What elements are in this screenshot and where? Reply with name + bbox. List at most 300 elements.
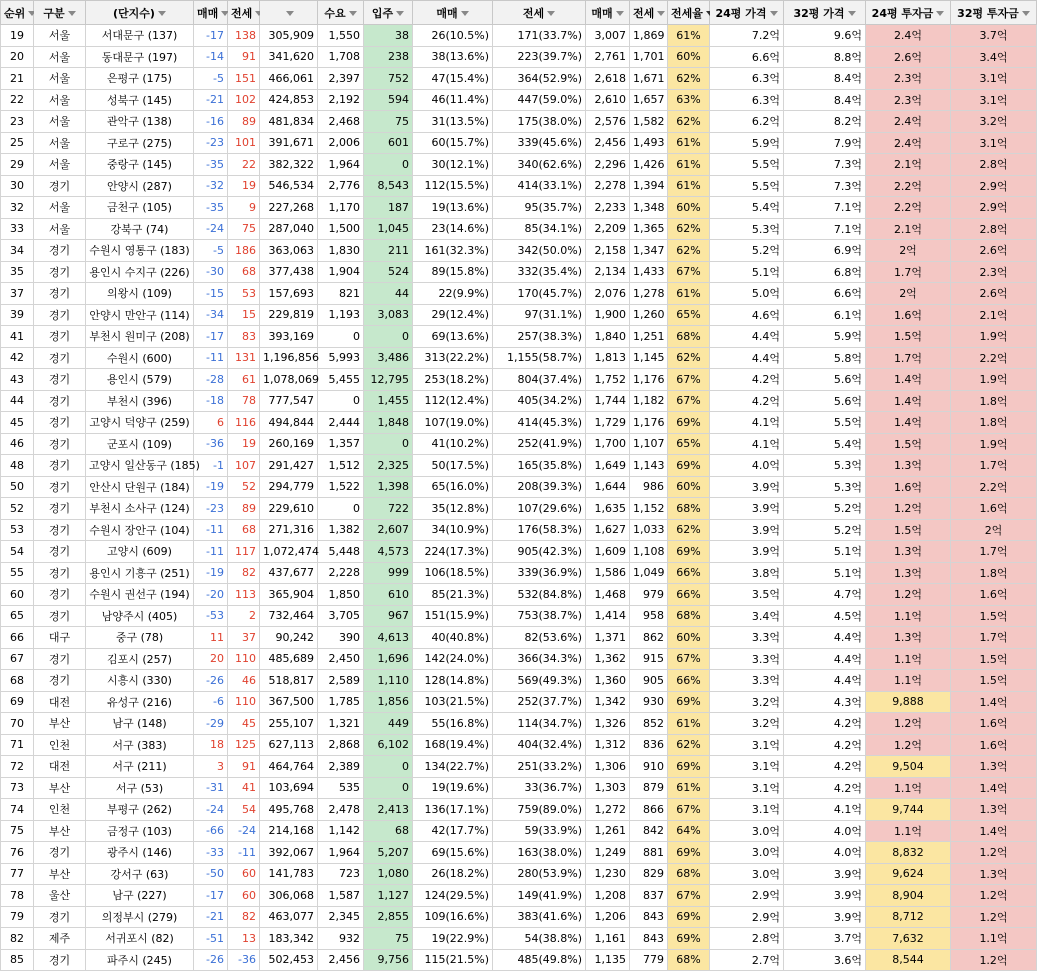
filter-dropdown-icon[interactable]: [349, 11, 357, 16]
cell-sale-count[interactable]: 134(22.7%): [413, 756, 493, 778]
cell-rank[interactable]: 55: [1, 562, 34, 584]
cell-sale-change[interactable]: 20: [194, 648, 228, 670]
filter-dropdown-icon[interactable]: [396, 11, 404, 16]
column-header-11[interactable]: [630, 1, 668, 25]
cell-price-32[interactable]: 4.4억: [784, 627, 866, 649]
cell-jeonse-price[interactable]: 1,033: [630, 519, 668, 541]
cell-district[interactable]: 고양시 (609): [86, 541, 194, 563]
cell-jeonse-change[interactable]: -11: [228, 842, 260, 864]
cell-sale-count[interactable]: 151(15.9%): [413, 605, 493, 627]
cell-sale-change[interactable]: -19: [194, 562, 228, 584]
cell-jeonse-count[interactable]: 175(38.0%): [493, 111, 586, 133]
cell-invest-24[interactable]: 2.4억: [866, 25, 951, 47]
cell-invest-32[interactable]: 3.1억: [951, 132, 1037, 154]
cell-sale-change[interactable]: -11: [194, 519, 228, 541]
cell-jeonse-count[interactable]: 339(45.6%): [493, 132, 586, 154]
cell-demand[interactable]: 2,776: [318, 175, 364, 197]
cell-supply[interactable]: 12,795: [364, 369, 413, 391]
cell-region[interactable]: 경기: [34, 433, 86, 455]
cell-invest-32[interactable]: 1.3억: [951, 799, 1037, 821]
filter-dropdown-icon[interactable]: [616, 11, 624, 16]
cell-invest-32[interactable]: 2.9억: [951, 197, 1037, 219]
cell-jeonse-price[interactable]: 1,107: [630, 433, 668, 455]
cell-sale-change[interactable]: -32: [194, 175, 228, 197]
cell-invest-32[interactable]: 1.6억: [951, 584, 1037, 606]
cell-jeonse-change[interactable]: 151: [228, 68, 260, 90]
cell-rank[interactable]: 76: [1, 842, 34, 864]
cell-sale-change[interactable]: -5: [194, 68, 228, 90]
column-header-5[interactable]: [260, 1, 318, 25]
cell-jeonse-count[interactable]: 405(34.2%): [493, 390, 586, 412]
cell-price-32[interactable]: 4.7억: [784, 584, 866, 606]
cell-rank[interactable]: 77: [1, 863, 34, 885]
cell-jeonse-count[interactable]: 447(59.0%): [493, 89, 586, 111]
cell-jeonse-ratio[interactable]: 66%: [668, 584, 710, 606]
cell-price-24[interactable]: 4.6억: [710, 304, 784, 326]
cell-district[interactable]: 관악구 (138): [86, 111, 194, 133]
cell-jeonse-ratio[interactable]: 69%: [668, 541, 710, 563]
cell-sale-count[interactable]: 142(24.0%): [413, 648, 493, 670]
cell-jeonse-change[interactable]: 89: [228, 111, 260, 133]
cell-jeonse-price[interactable]: 915: [630, 648, 668, 670]
cell-demand[interactable]: 0: [318, 498, 364, 520]
cell-households[interactable]: 1,072,474: [260, 541, 318, 563]
cell-demand[interactable]: 1,500: [318, 218, 364, 240]
cell-households[interactable]: 271,316: [260, 519, 318, 541]
cell-price-24[interactable]: 3.0억: [710, 820, 784, 842]
cell-price-32[interactable]: 5.9억: [784, 326, 866, 348]
cell-price-24[interactable]: 6.3억: [710, 68, 784, 90]
cell-district[interactable]: 의왕시 (109): [86, 283, 194, 305]
cell-jeonse-change[interactable]: 46: [228, 670, 260, 692]
cell-households[interactable]: 732,464: [260, 605, 318, 627]
cell-sale-change[interactable]: -17: [194, 326, 228, 348]
cell-rank[interactable]: 43: [1, 369, 34, 391]
cell-jeonse-change[interactable]: 45: [228, 713, 260, 735]
cell-jeonse-ratio[interactable]: 60%: [668, 627, 710, 649]
cell-sale-count[interactable]: 89(15.8%): [413, 261, 493, 283]
cell-region[interactable]: 대전: [34, 756, 86, 778]
cell-jeonse-ratio[interactable]: 65%: [668, 433, 710, 455]
cell-invest-32[interactable]: 1.2억: [951, 842, 1037, 864]
cell-price-32[interactable]: 6.8억: [784, 261, 866, 283]
cell-price-32[interactable]: 4.2억: [784, 777, 866, 799]
cell-region[interactable]: 경기: [34, 240, 86, 262]
cell-invest-24[interactable]: 1.1억: [866, 670, 951, 692]
cell-region[interactable]: 경기: [34, 261, 86, 283]
cell-sale-count[interactable]: 112(12.4%): [413, 390, 493, 412]
cell-jeonse-change[interactable]: 9: [228, 197, 260, 219]
cell-price-32[interactable]: 4.1억: [784, 799, 866, 821]
cell-jeonse-ratio[interactable]: 65%: [668, 304, 710, 326]
cell-invest-32[interactable]: 1.5억: [951, 605, 1037, 627]
cell-invest-32[interactable]: 2.3억: [951, 261, 1037, 283]
cell-sale-price[interactable]: 1,649: [586, 455, 630, 477]
cell-sale-count[interactable]: 47(15.4%): [413, 68, 493, 90]
column-header-4[interactable]: [228, 1, 260, 25]
cell-invest-32[interactable]: 1.3억: [951, 863, 1037, 885]
cell-sale-price[interactable]: 1,627: [586, 519, 630, 541]
cell-district[interactable]: 용인시 (579): [86, 369, 194, 391]
cell-demand[interactable]: 5,993: [318, 347, 364, 369]
cell-rank[interactable]: 48: [1, 455, 34, 477]
cell-rank[interactable]: 65: [1, 605, 34, 627]
cell-district[interactable]: 안양시 만안구 (114): [86, 304, 194, 326]
cell-region[interactable]: 서울: [34, 111, 86, 133]
cell-jeonse-change[interactable]: 15: [228, 304, 260, 326]
cell-sale-count[interactable]: 19(22.9%): [413, 928, 493, 950]
cell-sale-price[interactable]: 1,360: [586, 670, 630, 692]
cell-price-24[interactable]: 4.2억: [710, 369, 784, 391]
cell-sale-count[interactable]: 224(17.3%): [413, 541, 493, 563]
cell-price-24[interactable]: 3.3억: [710, 670, 784, 692]
cell-jeonse-price[interactable]: 1,869: [630, 25, 668, 47]
cell-invest-24[interactable]: 2억: [866, 283, 951, 305]
cell-region[interactable]: 경기: [34, 412, 86, 434]
cell-district[interactable]: 파주시 (245): [86, 949, 194, 971]
cell-price-24[interactable]: 3.9억: [710, 476, 784, 498]
cell-district[interactable]: 서구 (383): [86, 734, 194, 756]
cell-supply[interactable]: 0: [364, 777, 413, 799]
cell-price-24[interactable]: 5.5억: [710, 175, 784, 197]
cell-region[interactable]: 부산: [34, 713, 86, 735]
cell-invest-24[interactable]: 1.6억: [866, 476, 951, 498]
cell-supply[interactable]: 0: [364, 433, 413, 455]
cell-price-24[interactable]: 4.2억: [710, 390, 784, 412]
filter-dropdown-icon[interactable]: [286, 11, 294, 16]
cell-price-32[interactable]: 4.0억: [784, 842, 866, 864]
cell-households[interactable]: 183,342: [260, 928, 318, 950]
cell-demand[interactable]: 2,397: [318, 68, 364, 90]
cell-jeonse-count[interactable]: 340(62.6%): [493, 154, 586, 176]
cell-demand[interactable]: 1,357: [318, 433, 364, 455]
cell-rank[interactable]: 79: [1, 906, 34, 928]
cell-sale-price[interactable]: 1,135: [586, 949, 630, 971]
cell-price-32[interactable]: 5.6억: [784, 390, 866, 412]
cell-demand[interactable]: 2,192: [318, 89, 364, 111]
cell-invest-32[interactable]: 1.7억: [951, 541, 1037, 563]
cell-jeonse-ratio[interactable]: 62%: [668, 519, 710, 541]
filter-dropdown-icon[interactable]: [68, 11, 76, 16]
cell-sale-change[interactable]: -24: [194, 799, 228, 821]
cell-rank[interactable]: 29: [1, 154, 34, 176]
cell-jeonse-ratio[interactable]: 61%: [668, 154, 710, 176]
cell-sale-count[interactable]: 107(19.0%): [413, 412, 493, 434]
cell-households[interactable]: 255,107: [260, 713, 318, 735]
cell-households[interactable]: 1,196,856: [260, 347, 318, 369]
cell-rank[interactable]: 66: [1, 627, 34, 649]
cell-sale-price[interactable]: 2,576: [586, 111, 630, 133]
cell-households[interactable]: 365,904: [260, 584, 318, 606]
cell-sale-count[interactable]: 124(29.5%): [413, 885, 493, 907]
cell-invest-32[interactable]: 1.6억: [951, 498, 1037, 520]
cell-households[interactable]: 227,268: [260, 197, 318, 219]
cell-price-32[interactable]: 8.8억: [784, 46, 866, 68]
cell-sale-price[interactable]: 1,729: [586, 412, 630, 434]
cell-rank[interactable]: 45: [1, 412, 34, 434]
cell-demand[interactable]: 2,228: [318, 562, 364, 584]
cell-district[interactable]: 성북구 (145): [86, 89, 194, 111]
cell-price-32[interactable]: 6.6억: [784, 283, 866, 305]
cell-sale-price[interactable]: 2,296: [586, 154, 630, 176]
cell-sale-price[interactable]: 2,209: [586, 218, 630, 240]
cell-jeonse-change[interactable]: 68: [228, 519, 260, 541]
cell-jeonse-count[interactable]: 95(35.7%): [493, 197, 586, 219]
cell-jeonse-ratio[interactable]: 69%: [668, 842, 710, 864]
cell-supply[interactable]: 3,083: [364, 304, 413, 326]
cell-price-32[interactable]: 6.1억: [784, 304, 866, 326]
cell-invest-24[interactable]: 9,504: [866, 756, 951, 778]
cell-jeonse-price[interactable]: 829: [630, 863, 668, 885]
cell-jeonse-change[interactable]: -36: [228, 949, 260, 971]
cell-jeonse-change[interactable]: 186: [228, 240, 260, 262]
cell-jeonse-count[interactable]: 165(35.8%): [493, 455, 586, 477]
cell-invest-32[interactable]: 1.5억: [951, 648, 1037, 670]
filter-dropdown-icon[interactable]: [657, 11, 665, 16]
cell-jeonse-ratio[interactable]: 67%: [668, 390, 710, 412]
column-header-1[interactable]: [34, 1, 86, 25]
cell-demand[interactable]: 3,705: [318, 605, 364, 627]
cell-invest-32[interactable]: 1.8억: [951, 412, 1037, 434]
cell-invest-24[interactable]: 1.3억: [866, 627, 951, 649]
cell-invest-32[interactable]: 2.6억: [951, 240, 1037, 262]
cell-price-32[interactable]: 4.0억: [784, 820, 866, 842]
cell-sale-change[interactable]: -26: [194, 949, 228, 971]
cell-price-32[interactable]: 5.1억: [784, 541, 866, 563]
cell-households[interactable]: 287,040: [260, 218, 318, 240]
cell-sale-count[interactable]: 40(40.8%): [413, 627, 493, 649]
cell-price-24[interactable]: 3.5억: [710, 584, 784, 606]
cell-price-24[interactable]: 5.2억: [710, 240, 784, 262]
cell-supply[interactable]: 594: [364, 89, 413, 111]
cell-region[interactable]: 경기: [34, 498, 86, 520]
cell-price-32[interactable]: 4.4억: [784, 670, 866, 692]
filter-dropdown-icon[interactable]: [461, 11, 469, 16]
cell-jeonse-ratio[interactable]: 63%: [668, 89, 710, 111]
cell-price-32[interactable]: 7.3억: [784, 175, 866, 197]
cell-price-32[interactable]: 5.1억: [784, 562, 866, 584]
cell-region[interactable]: 제주: [34, 928, 86, 950]
cell-region[interactable]: 인천: [34, 734, 86, 756]
cell-rank[interactable]: 82: [1, 928, 34, 950]
cell-jeonse-price[interactable]: 979: [630, 584, 668, 606]
cell-invest-32[interactable]: 1.9억: [951, 326, 1037, 348]
cell-invest-24[interactable]: 2.3억: [866, 68, 951, 90]
cell-region[interactable]: 서울: [34, 89, 86, 111]
cell-households[interactable]: 377,438: [260, 261, 318, 283]
cell-jeonse-count[interactable]: 339(36.9%): [493, 562, 586, 584]
column-header-12[interactable]: [668, 1, 710, 25]
cell-sale-count[interactable]: 35(12.8%): [413, 498, 493, 520]
cell-district[interactable]: 유성구 (216): [86, 691, 194, 713]
cell-demand[interactable]: 1,522: [318, 476, 364, 498]
cell-demand[interactable]: 2,450: [318, 648, 364, 670]
cell-sale-count[interactable]: 38(13.6%): [413, 46, 493, 68]
cell-supply[interactable]: 449: [364, 713, 413, 735]
cell-district[interactable]: 부천시 원미구 (208): [86, 326, 194, 348]
cell-jeonse-change[interactable]: 110: [228, 691, 260, 713]
cell-jeonse-ratio[interactable]: 62%: [668, 111, 710, 133]
cell-demand[interactable]: 1,830: [318, 240, 364, 262]
cell-jeonse-count[interactable]: 252(41.9%): [493, 433, 586, 455]
cell-region[interactable]: 경기: [34, 304, 86, 326]
cell-region[interactable]: 울산: [34, 885, 86, 907]
cell-supply[interactable]: 2,413: [364, 799, 413, 821]
cell-demand[interactable]: 932: [318, 928, 364, 950]
cell-jeonse-count[interactable]: 252(37.7%): [493, 691, 586, 713]
cell-rank[interactable]: 21: [1, 68, 34, 90]
cell-demand[interactable]: 0: [318, 326, 364, 348]
cell-jeonse-change[interactable]: 131: [228, 347, 260, 369]
cell-households[interactable]: 466,061: [260, 68, 318, 90]
cell-sale-price[interactable]: 2,233: [586, 197, 630, 219]
cell-region[interactable]: 경기: [34, 455, 86, 477]
cell-sale-change[interactable]: 11: [194, 627, 228, 649]
cell-jeonse-count[interactable]: 54(38.8%): [493, 928, 586, 950]
cell-supply[interactable]: 4,573: [364, 541, 413, 563]
cell-sale-price[interactable]: 1,468: [586, 584, 630, 606]
cell-jeonse-price[interactable]: 930: [630, 691, 668, 713]
cell-invest-24[interactable]: 2.4억: [866, 132, 951, 154]
cell-invest-32[interactable]: 2.9억: [951, 175, 1037, 197]
cell-jeonse-count[interactable]: 485(49.8%): [493, 949, 586, 971]
cell-region[interactable]: 인천: [34, 799, 86, 821]
cell-region[interactable]: 경기: [34, 175, 86, 197]
cell-sale-price[interactable]: 1,840: [586, 326, 630, 348]
cell-region[interactable]: 경기: [34, 519, 86, 541]
cell-rank[interactable]: 44: [1, 390, 34, 412]
cell-supply[interactable]: 1,110: [364, 670, 413, 692]
cell-price-32[interactable]: 6.9억: [784, 240, 866, 262]
cell-households[interactable]: 777,547: [260, 390, 318, 412]
cell-demand[interactable]: 2,478: [318, 799, 364, 821]
cell-demand[interactable]: 821: [318, 283, 364, 305]
cell-jeonse-price[interactable]: 1,251: [630, 326, 668, 348]
cell-rank[interactable]: 53: [1, 519, 34, 541]
cell-district[interactable]: 강서구 (63): [86, 863, 194, 885]
cell-sale-change[interactable]: -17: [194, 885, 228, 907]
cell-supply[interactable]: 44: [364, 283, 413, 305]
cell-sale-price[interactable]: 1,326: [586, 713, 630, 735]
cell-district[interactable]: 은평구 (175): [86, 68, 194, 90]
cell-invest-32[interactable]: 1.8억: [951, 390, 1037, 412]
cell-region[interactable]: 경기: [34, 648, 86, 670]
cell-jeonse-change[interactable]: 91: [228, 756, 260, 778]
cell-supply[interactable]: 238: [364, 46, 413, 68]
cell-supply[interactable]: 75: [364, 111, 413, 133]
cell-sale-change[interactable]: -19: [194, 476, 228, 498]
cell-sale-price[interactable]: 2,076: [586, 283, 630, 305]
cell-jeonse-ratio[interactable]: 64%: [668, 820, 710, 842]
cell-supply[interactable]: 2,607: [364, 519, 413, 541]
cell-demand[interactable]: 1,193: [318, 304, 364, 326]
cell-price-32[interactable]: 5.2억: [784, 498, 866, 520]
cell-demand[interactable]: 390: [318, 627, 364, 649]
cell-jeonse-change[interactable]: 60: [228, 885, 260, 907]
cell-households[interactable]: 382,322: [260, 154, 318, 176]
cell-region[interactable]: 경기: [34, 584, 86, 606]
cell-jeonse-price[interactable]: 843: [630, 906, 668, 928]
cell-invest-32[interactable]: 1.7억: [951, 455, 1037, 477]
cell-price-24[interactable]: 5.9억: [710, 132, 784, 154]
cell-price-24[interactable]: 3.9억: [710, 519, 784, 541]
cell-invest-32[interactable]: 1.5억: [951, 670, 1037, 692]
cell-price-32[interactable]: 5.6억: [784, 369, 866, 391]
cell-rank[interactable]: 73: [1, 777, 34, 799]
cell-region[interactable]: 경기: [34, 562, 86, 584]
cell-jeonse-ratio[interactable]: 68%: [668, 949, 710, 971]
cell-sale-price[interactable]: 2,610: [586, 89, 630, 111]
cell-jeonse-ratio[interactable]: 67%: [668, 648, 710, 670]
cell-jeonse-count[interactable]: 404(32.4%): [493, 734, 586, 756]
cell-sale-change[interactable]: -26: [194, 670, 228, 692]
cell-region[interactable]: 경기: [34, 541, 86, 563]
cell-rank[interactable]: 23: [1, 111, 34, 133]
cell-jeonse-change[interactable]: 78: [228, 390, 260, 412]
cell-district[interactable]: 고양시 덕양구 (259): [86, 412, 194, 434]
cell-sale-change[interactable]: -6: [194, 691, 228, 713]
cell-jeonse-count[interactable]: 569(49.3%): [493, 670, 586, 692]
cell-region[interactable]: 대구: [34, 627, 86, 649]
cell-price-32[interactable]: 7.3억: [784, 154, 866, 176]
cell-jeonse-ratio[interactable]: 69%: [668, 691, 710, 713]
cell-jeonse-price[interactable]: 1,278: [630, 283, 668, 305]
cell-price-32[interactable]: 3.7억: [784, 928, 866, 950]
cell-invest-24[interactable]: 1.2억: [866, 498, 951, 520]
cell-price-32[interactable]: 3.6억: [784, 949, 866, 971]
cell-supply[interactable]: 3,486: [364, 347, 413, 369]
cell-jeonse-change[interactable]: 52: [228, 476, 260, 498]
cell-supply[interactable]: 4,613: [364, 627, 413, 649]
cell-jeonse-price[interactable]: 1,701: [630, 46, 668, 68]
cell-district[interactable]: 부평구 (262): [86, 799, 194, 821]
cell-sale-change[interactable]: -33: [194, 842, 228, 864]
cell-households[interactable]: 367,500: [260, 691, 318, 713]
cell-district[interactable]: 안산시 단원구 (184): [86, 476, 194, 498]
cell-jeonse-count[interactable]: 759(89.0%): [493, 799, 586, 821]
cell-region[interactable]: 서울: [34, 68, 86, 90]
cell-jeonse-price[interactable]: 836: [630, 734, 668, 756]
cell-jeonse-change[interactable]: 101: [228, 132, 260, 154]
cell-jeonse-price[interactable]: 1,176: [630, 369, 668, 391]
cell-rank[interactable]: 42: [1, 347, 34, 369]
cell-invest-24[interactable]: 1.2억: [866, 584, 951, 606]
cell-demand[interactable]: 1,904: [318, 261, 364, 283]
cell-price-24[interactable]: 3.9억: [710, 498, 784, 520]
cell-demand[interactable]: 723: [318, 863, 364, 885]
cell-jeonse-price[interactable]: 1,493: [630, 132, 668, 154]
cell-sale-change[interactable]: -11: [194, 541, 228, 563]
cell-households[interactable]: 214,168: [260, 820, 318, 842]
cell-sale-count[interactable]: 23(14.6%): [413, 218, 493, 240]
filter-dropdown-icon[interactable]: [770, 11, 778, 16]
cell-sale-count[interactable]: 85(21.3%): [413, 584, 493, 606]
cell-price-24[interactable]: 7.2억: [710, 25, 784, 47]
cell-rank[interactable]: 72: [1, 756, 34, 778]
cell-price-32[interactable]: 3.9억: [784, 885, 866, 907]
cell-sale-count[interactable]: 128(14.8%): [413, 670, 493, 692]
cell-jeonse-ratio[interactable]: 62%: [668, 240, 710, 262]
cell-demand[interactable]: 1,550: [318, 25, 364, 47]
cell-supply[interactable]: 9,756: [364, 949, 413, 971]
cell-sale-price[interactable]: 1,744: [586, 390, 630, 412]
cell-invest-32[interactable]: 1.2억: [951, 885, 1037, 907]
cell-district[interactable]: 부천시 (396): [86, 390, 194, 412]
cell-sale-change[interactable]: -35: [194, 197, 228, 219]
cell-rank[interactable]: 78: [1, 885, 34, 907]
cell-households[interactable]: 90,242: [260, 627, 318, 649]
cell-sale-count[interactable]: 106(18.5%): [413, 562, 493, 584]
